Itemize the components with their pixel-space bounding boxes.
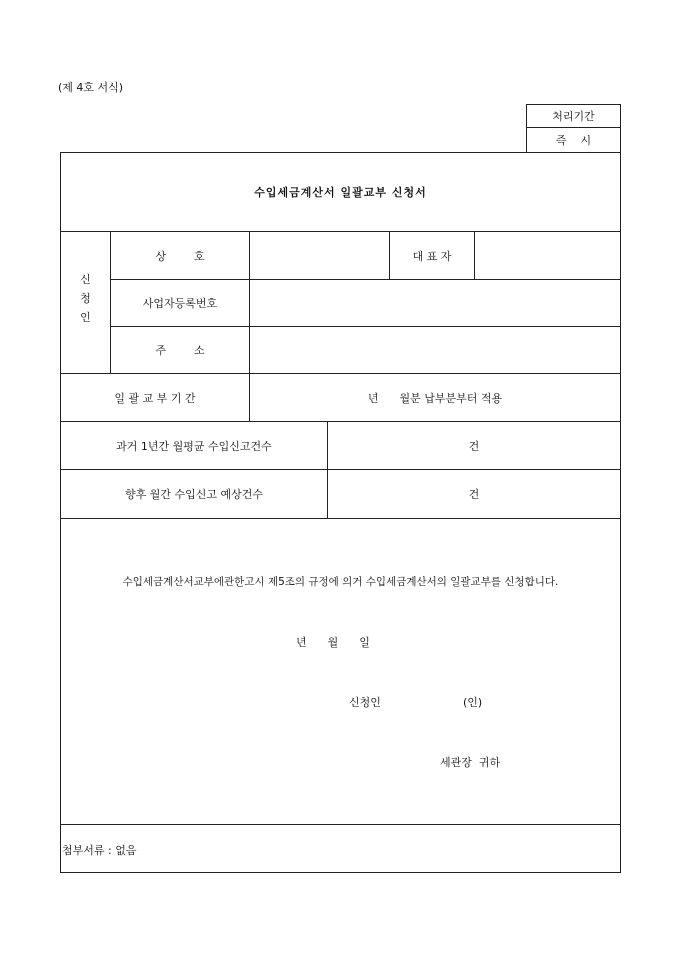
processing-period-label: 처리기간 [552,110,595,123]
past-count-label: 과거 1년간 월평균 수입신고건수 [116,439,272,453]
future-count-field[interactable]: 건 [468,488,480,501]
signer-label: 신청인 [349,696,381,709]
date-line: 년 월 일 [296,636,370,649]
trade-name-label: 상 호 [155,249,205,263]
address-label: 주 소 [155,344,205,357]
business-number-field[interactable] [250,280,620,326]
issuance-period-label: 일 괄 교 부 기 간 [114,391,196,405]
trade-name-field[interactable] [250,232,389,279]
representative-field[interactable] [475,232,620,279]
business-number-label: 사업자등록번호 [142,297,218,310]
recipient: 세관장 귀하 [440,756,501,769]
representative-label: 대 표 자 [412,249,452,263]
attachments-note: 첨부서류 : 없음 [62,844,137,857]
applicant-side-label: 신 청 인 [80,273,91,324]
form-title: 수입세금계산서 일괄교부 신청서 [254,186,427,199]
processing-period-value: 즉 시 [555,133,592,147]
seal-mark: (인) [463,696,483,709]
application-statement: 수입세금계산서교부에관한고시 제5조의 규정에 의거 수입세금계산서의 일괄교부를 신청합니다. [122,576,559,588]
past-count-field[interactable]: 건 [468,439,480,453]
form-number: (제 4호 서식) [58,81,124,94]
address-field[interactable] [250,327,620,373]
future-count-label: 향후 월간 수입신고 예상건수 [124,488,263,501]
issuance-period-field[interactable]: 년 월분 납부분부터 적용 [367,391,503,405]
